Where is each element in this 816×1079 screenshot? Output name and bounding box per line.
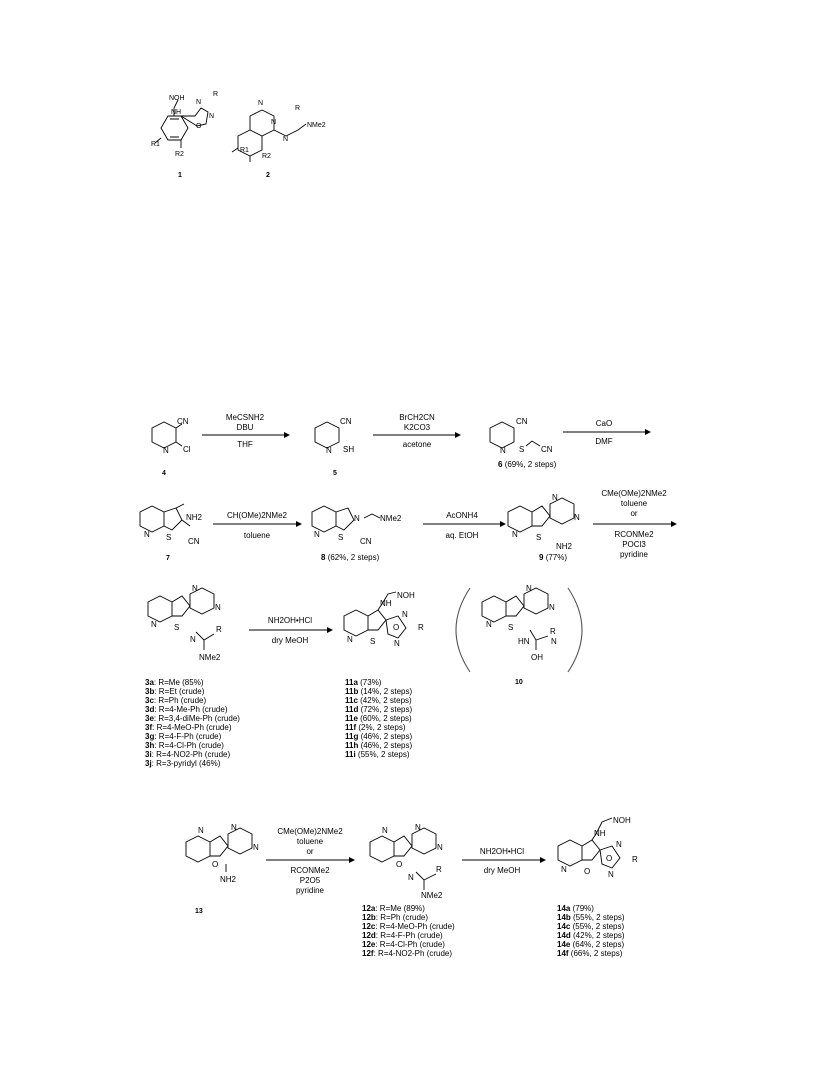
atom-label: NH — [594, 829, 606, 838]
svg-text:12e: R=4-Cl-Ph (crude) — [362, 940, 445, 949]
atom-label: N — [551, 637, 557, 646]
atom-label: N — [271, 119, 277, 126]
reaction-arrow-4 — [213, 511, 302, 540]
compound-detail: (55%, 2 steps) — [570, 913, 625, 922]
atom-label: CN — [188, 537, 200, 546]
reaction-arrow-9 — [462, 847, 546, 875]
reagent: P2O5 — [299, 876, 321, 885]
atom-label: O — [212, 860, 219, 869]
compound-number: 12e — [362, 940, 376, 949]
atom-label: R — [295, 105, 301, 112]
compound-number: 2 — [266, 172, 270, 179]
compound-detail: : R=3-pyridyl (46%) — [151, 759, 221, 768]
svg-text:11a (73%) — [345, 678, 382, 687]
compound-detail: : R=4-Me-Ph (crude) — [154, 705, 228, 714]
compound-detail: (55%, 2 steps) — [570, 922, 625, 931]
atom-label: O — [196, 123, 202, 130]
atom-label: NH — [171, 109, 182, 116]
reagent: DBU — [236, 423, 254, 432]
atom-label: N — [215, 603, 221, 612]
svg-text:14c (55%, 2 steps) — [557, 922, 624, 931]
compound-number: 7 — [166, 555, 170, 562]
compound-list-12 — [362, 904, 455, 958]
solvent: dry MeOH — [483, 866, 521, 875]
atom-label: O — [393, 623, 400, 632]
compound-detail: : R=Me (89%) — [375, 904, 425, 913]
structure-11 — [344, 591, 424, 648]
reagent: CMe(OMe)2NMe2 — [601, 489, 667, 498]
reagent: or — [630, 509, 638, 518]
atom-label: N — [415, 823, 421, 832]
atom-label: R — [418, 623, 424, 632]
reaction-arrow-8 — [266, 827, 355, 895]
structure-14 — [558, 816, 638, 879]
compound-number: 14e — [557, 940, 571, 949]
compound-number: 11c — [345, 696, 358, 705]
svg-text:12a: R=Me (89%) — [362, 904, 425, 913]
svg-text:12c: R=4-MeO-Ph (crude) — [362, 922, 455, 931]
compound-number: 3c — [145, 696, 154, 705]
structure-9 — [508, 493, 580, 562]
svg-text:3c: R=Ph (crude) — [145, 696, 206, 705]
reagent: pyridine — [295, 886, 325, 895]
reagent: NH2OH•HCl — [267, 616, 313, 625]
compound-number: 11b — [345, 687, 359, 696]
svg-text:9 (77%) — [539, 553, 567, 562]
compound-number: 3e — [145, 714, 154, 723]
svg-text:12b: R=Ph (crude) — [362, 913, 428, 922]
reaction-arrow-5 — [423, 511, 506, 540]
atom-label: NMe2 — [307, 122, 326, 129]
reagent: or — [306, 847, 314, 856]
reagent: pyridine — [619, 550, 649, 559]
solvent: DMF — [595, 437, 613, 446]
svg-text:14f (66%, 2 steps) — [557, 949, 623, 958]
yield: (69%, 2 steps) — [504, 460, 557, 469]
reaction-arrow-3 — [563, 419, 651, 446]
atom-label: O — [584, 867, 591, 876]
reagent: MeCSNH2 — [225, 413, 265, 422]
compound-detail: (46%, 2 steps) — [358, 732, 413, 741]
atom-label: N — [574, 513, 580, 522]
structure-1 — [151, 91, 218, 179]
compound-detail: (66%, 2 steps) — [568, 949, 623, 958]
reagent: toluene — [620, 499, 648, 508]
compound-detail: : R=4-F-Ph (crude) — [154, 732, 222, 741]
svg-text:6 (69%, 2 steps) — [498, 460, 557, 469]
atom-label: N — [616, 840, 622, 849]
atom-label: NMe2 — [380, 514, 402, 523]
atom-label: N — [382, 826, 388, 835]
compound-detail: : R=4-Cl-Ph (crude) — [375, 940, 445, 949]
structure-3 — [148, 584, 222, 662]
compound-number: 3g — [145, 732, 155, 741]
structure-5 — [315, 417, 354, 477]
reagent: AcONH4 — [446, 511, 478, 520]
atom-label: R — [213, 91, 219, 98]
structure-4 — [152, 417, 191, 477]
compound-detail: (79%) — [570, 904, 594, 913]
atom-label: N — [198, 826, 204, 835]
atom-label: N — [192, 584, 198, 593]
atom-label: CN — [360, 537, 372, 546]
atom-label: R1 — [151, 141, 160, 148]
atom-label: CN — [516, 417, 528, 426]
compound-detail: : R=Et (crude) — [154, 687, 205, 696]
compound-detail: : R=Ph (crude) — [375, 913, 429, 922]
compound-number: 3j — [145, 759, 152, 768]
atom-label: N — [231, 823, 237, 832]
compound-number: 5 — [333, 470, 337, 477]
compound-detail: (55%, 2 steps) — [355, 750, 410, 759]
atom-label: N — [608, 870, 614, 879]
compound-detail: : R=Ph (crude) — [153, 696, 207, 705]
compound-number: 11f — [345, 723, 357, 732]
atom-label: NOH — [613, 816, 631, 825]
atom-label: S — [338, 533, 344, 542]
compound-number: 14c — [557, 922, 571, 931]
compound-number: 14f — [557, 949, 569, 958]
compound-list-14 — [557, 904, 625, 958]
atom-label: R1 — [240, 147, 249, 154]
structure-7 — [140, 504, 203, 562]
reagent: CH(OMe)2NMe2 — [226, 511, 288, 520]
compound-detail: : R=4-F-Ph (crude) — [375, 931, 443, 940]
structure-8 — [312, 506, 402, 562]
atom-label: NH2 — [186, 513, 203, 522]
atom-label: N — [549, 603, 555, 612]
compound-detail: (14%, 2 steps) — [358, 687, 413, 696]
atom-label: N — [209, 113, 215, 120]
compound-number: 3d — [145, 705, 155, 714]
compound-number: 4 — [162, 470, 166, 477]
compound-number: 3h — [145, 741, 155, 750]
atom-label: HN — [518, 637, 530, 646]
structure-10 — [456, 584, 582, 686]
compound-number: 6 — [498, 460, 503, 469]
atom-label: S — [519, 445, 525, 454]
atom-label: S — [166, 533, 172, 542]
atom-label: N — [258, 100, 264, 107]
svg-text:14a (79%) — [557, 904, 594, 913]
compound-detail: (42%, 2 steps) — [357, 696, 412, 705]
compound-number: 11e — [345, 714, 358, 723]
compound-list-11 — [345, 678, 412, 759]
atom-label: N — [500, 446, 506, 455]
yield: (77%) — [545, 553, 568, 562]
compound-number: 14b — [557, 913, 571, 922]
compound-number: 12b — [362, 913, 376, 922]
atom-label: N — [253, 843, 259, 852]
yield: (62%, 2 steps) — [327, 553, 380, 562]
reaction-arrow-7 — [249, 616, 333, 645]
reagent: BrCH2CN — [399, 413, 435, 422]
compound-number: 12d — [362, 931, 376, 940]
atom-label: N — [283, 136, 289, 143]
compound-detail: : R=4-NO2-Ph (crude) — [151, 750, 231, 759]
compound-number: 12f — [362, 949, 374, 958]
compound-detail: (64%, 2 steps) — [570, 940, 625, 949]
structure-13 — [186, 823, 259, 915]
atom-label: N — [196, 99, 202, 106]
atom-label: S — [536, 533, 542, 542]
solvent: acetone — [402, 440, 432, 449]
solvent: dry MeOH — [271, 636, 309, 645]
atom-label: NMe2 — [421, 891, 443, 900]
atom-label: N — [190, 635, 196, 644]
atom-label: N — [512, 530, 518, 539]
svg-text:3a: R=Me (85%) — [145, 678, 204, 687]
compound-detail: (72%, 2 steps) — [358, 705, 413, 714]
compound-number: 11a — [345, 678, 358, 687]
compound-number: 12c — [362, 922, 376, 931]
structure-2 — [232, 100, 326, 179]
atom-label: S — [508, 623, 514, 632]
solvent: toluene — [243, 531, 271, 540]
compound-number: 13 — [195, 908, 203, 915]
compound-detail: (2%, 2 steps) — [356, 723, 406, 732]
solvent: aq. EtOH — [445, 531, 479, 540]
compound-number: 14d — [557, 931, 571, 940]
atom-label: R — [436, 865, 442, 874]
atom-label: N — [552, 493, 558, 502]
atom-label: N — [561, 865, 567, 874]
svg-text:3i: R=4-NO2-Ph (crude) — [145, 750, 230, 759]
svg-text:3j: R=3-pyridyl (46%) — [145, 759, 221, 768]
compound-number: 8 — [321, 553, 326, 562]
reagent: NH2OH•HCl — [479, 847, 525, 856]
reagent: RCONMe2 — [290, 866, 330, 875]
atom-label: O — [396, 860, 403, 869]
atom-label: N — [354, 514, 360, 523]
atom-label: R — [632, 855, 638, 864]
compound-number: 11d — [345, 705, 359, 714]
atom-label: OH — [531, 653, 543, 662]
atom-label: CN — [541, 445, 553, 454]
reagent: POCl3 — [622, 540, 646, 549]
atom-label: R2 — [262, 153, 271, 160]
atom-label: R — [216, 625, 222, 634]
reaction-arrow-2 — [373, 413, 461, 449]
svg-text:3g: R=4-F-Ph (crude) — [145, 732, 222, 741]
atom-label: S — [370, 637, 376, 646]
atom-label: N — [326, 446, 332, 455]
svg-text:3f: R=4-MeO-Ph (crude) — [145, 723, 232, 732]
svg-text:11c (42%, 2 steps) — [345, 696, 412, 705]
atom-label: SH — [343, 445, 355, 454]
atom-label: Cl — [183, 445, 191, 454]
atom-label: CN — [340, 417, 352, 426]
atom-label: NOH — [397, 591, 415, 600]
svg-text:14e (64%, 2 steps) — [557, 940, 624, 949]
atom-label: NH — [380, 599, 392, 608]
reaction-arrow-1 — [202, 413, 290, 449]
compound-detail: : R=4-NO2-Ph (crude) — [373, 949, 453, 958]
structure-6 — [490, 417, 557, 469]
compound-number: 10 — [515, 679, 523, 686]
reagent: toluene — [296, 837, 324, 846]
reagent: CMe(OMe)2NMe2 — [277, 827, 343, 836]
svg-text:8 (62%, 2 steps) — [321, 553, 380, 562]
atom-label: N — [486, 620, 492, 629]
svg-text:3b: R=Et (crude) — [145, 687, 205, 696]
atom-label: N — [437, 843, 443, 852]
atom-label: NMe2 — [199, 653, 221, 662]
atom-label: NH2 — [220, 875, 237, 884]
svg-text:3d: R=4-Me-Ph (crude) — [145, 705, 228, 714]
compound-number: 11h — [345, 741, 359, 750]
atom-label: N — [394, 639, 400, 648]
svg-text:11f (2%, 2 steps) — [345, 723, 406, 732]
atom-label: NH2 — [556, 542, 573, 551]
svg-text:14d (42%, 2 steps) — [557, 931, 625, 940]
atom-label: NOH — [169, 95, 185, 102]
compound-number: 11g — [345, 732, 359, 741]
atom-label: N — [144, 530, 150, 539]
svg-text:11h (46%, 2 steps) — [345, 741, 412, 750]
atom-label: N — [408, 873, 414, 882]
atom-label: N — [347, 635, 353, 644]
compound-number: 3i — [145, 750, 152, 759]
compound-number: 3f — [145, 723, 153, 732]
reagent: CaO — [595, 419, 613, 428]
atom-label: N — [314, 530, 320, 539]
compound-list-3 — [145, 678, 240, 768]
svg-text:3e: R=3,4-diMe-Ph (crude) — [145, 714, 240, 723]
atom-label: S — [174, 623, 180, 632]
atom-label: N — [526, 584, 532, 593]
atom-label: R — [550, 627, 556, 636]
compound-number: 11i — [345, 750, 356, 759]
solvent: THF — [237, 440, 253, 449]
compound-detail: (42%, 2 steps) — [570, 931, 625, 940]
compound-number: 12a — [362, 904, 376, 913]
svg-text:12d: R=4-F-Ph (crude) — [362, 931, 443, 940]
compound-detail: : R=4-Cl-Ph (crude) — [154, 741, 224, 750]
compound-detail: : R=3,4-diMe-Ph (crude) — [153, 714, 240, 723]
svg-text:12f: R=4-NO2-Ph (crude) — [362, 949, 452, 958]
compound-number: 3a — [145, 678, 154, 687]
atom-label: R2 — [175, 151, 184, 158]
compound-number: 1 — [178, 172, 182, 179]
compound-number: 14a — [557, 904, 571, 913]
compound-detail: (46%, 2 steps) — [358, 741, 413, 750]
svg-text:11g (46%, 2 steps) — [345, 732, 412, 741]
compound-detail: : R=Me (85%) — [153, 678, 204, 687]
svg-text:14b (55%, 2 steps) — [557, 913, 625, 922]
compound-detail: : R=4-MeO-Ph (crude) — [152, 723, 232, 732]
atom-label: O — [606, 854, 613, 863]
compound-number: 9 — [539, 553, 544, 562]
svg-text:11e (60%, 2 steps) — [345, 714, 412, 723]
svg-text:11b (14%, 2 steps) — [345, 687, 412, 696]
reagent: RCONMe2 — [614, 530, 654, 539]
atom-label: N — [402, 610, 408, 619]
compound-detail: (60%, 2 steps) — [357, 714, 412, 723]
svg-text:3h: R=4-Cl-Ph (crude) — [145, 741, 224, 750]
svg-text:11i (55%, 2 steps) — [345, 750, 410, 759]
reagent: K2CO3 — [403, 423, 431, 432]
reaction-arrow-6 — [593, 489, 677, 559]
atom-label: CN — [177, 417, 189, 426]
compound-detail: (73%) — [357, 678, 382, 687]
atom-label: N — [163, 446, 169, 455]
atom-label: N — [151, 620, 157, 629]
compound-number: 3b — [145, 687, 155, 696]
svg-text:11d (72%, 2 steps) — [345, 705, 412, 714]
structure-12 — [370, 823, 443, 900]
compound-detail: : R=4-MeO-Ph (crude) — [375, 922, 455, 931]
